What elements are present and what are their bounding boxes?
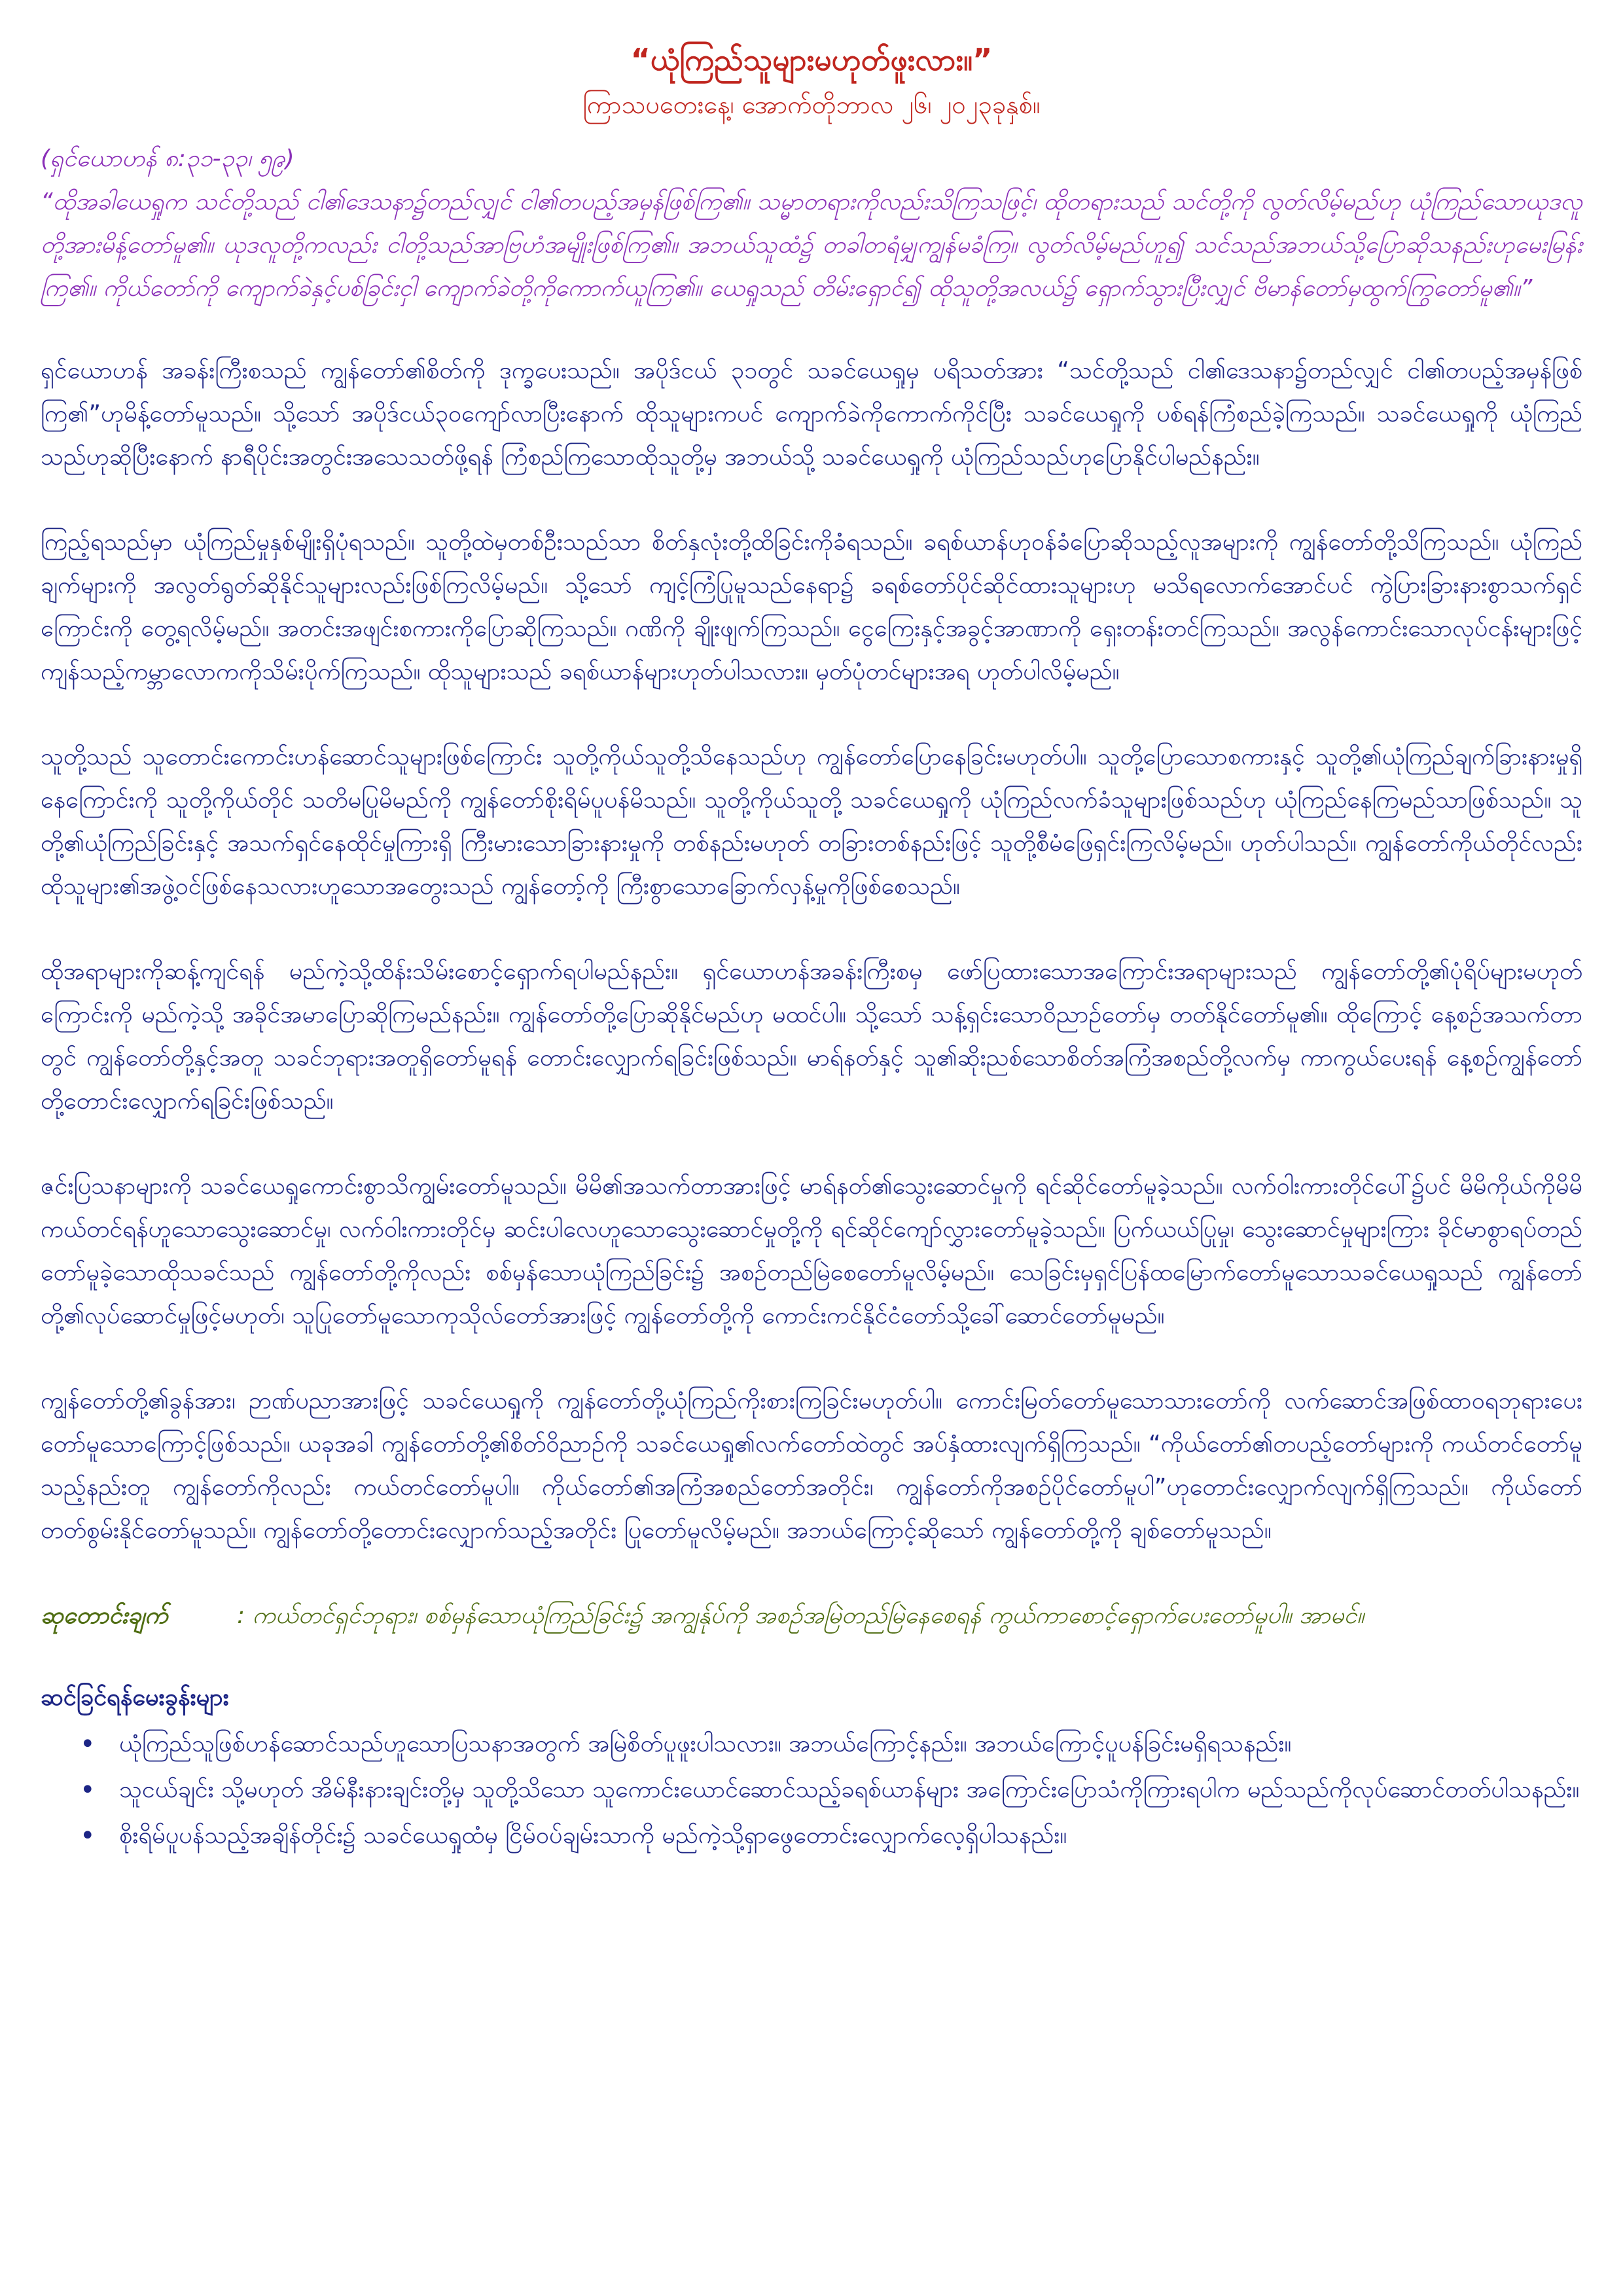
- questions-heading: ဆင်ခြင်ရန်မေးခွန်းများ: [41, 1684, 229, 1711]
- bullet-icon: •: [80, 1775, 96, 1805]
- body-paragraph-1: ရှင်ယောဟန် အခန်းကြီးစသည် ကျွန်တော်၏စိတ်ကို ဒုက္ခပေးသည်။ အပိုဒ်ငယ် ၃၁တွင် သခင်ယေရှုမှ ပရိသတ်အား “သင်တို့သည် ငါ၏ဒေသနာ၌တည်လျှင် ငါ၏တပည့်အမှန်ဖြစ်ကြ၏”ဟုမိန့်တော်မူသည်။ သို့သော် အပိုဒ်ငယ်၃၀ကျော်လာပြီးနောက် ထိုသူများကပင် ကျောက်ခဲကိုကောက်ကိုင်ပြီး သခင်ယေရှုကို ပစ်ရန်ကြံစည်ခဲ့ကြသည်။ သခင်ယေရှုကို ယုံကြည်သည်ဟုဆိုပြီးနောက် နာရီပိုင်းအတွင်းအသေသတ်ဖို့ရန် ကြံစည်ကြသောထိုသူတို့မှ အဘယ်သို့ သခင်ယေရှုကို ယုံကြည်သည်ဟုပြောနိုင်ပါမည်နည်း။: [41, 357, 1582, 471]
- page-title: “ယုံကြည်သူများမဟုတ်ဖူးလား။”: [630, 42, 993, 77]
- list-item: [80, 1768, 1582, 1812]
- scripture-text: “ထိုအခါယေရှုက သင်တို့သည် ငါ၏ဒေသနာ၌တည်လျှင် ငါ၏တပည့်အမှန်ဖြစ်ကြ၏။ သမ္မာတရားကိုလည်းသိကြသဖြင့်၊ ထိုတရားသည် သင်တို့ကို လွတ်လိမ့်မည်ဟု ယုံကြည်သောယုဒလူတို့အားမိန့်တော်မူ၏။ ယုဒလူတို့ကလည်း ငါတို့သည်အာဗြဟံအမျိုးဖြစ်ကြ၏။ အဘယ်သူထံ၌ တခါတရံမျှကျွန်မခံကြ။ လွတ်လိမ့်မည်ဟူ၍ သင်သည်အဘယ်သို့ပြောဆိုသနည်းဟုမေးမြန်းကြ၏။ ကိုယ်တော်ကို ကျောက်ခဲနှင့်ပစ်ခြင်းငှါ ကျောက်ခဲတို့ကိုကောက်ယူကြ၏။ ယေရှုသည် တိမ်းရှောင်၍ ထိုသူတို့အလယ်၌ ရှောက်သွားပြီးလျှင် ဗိမာန်တော်မှထွက်ကြွတော်မူ၏။”: [41, 188, 1582, 302]
- body-paragraph-6: ကျွန်တော်တို့၏ခွန်အား၊ ဉာဏ်ပညာအားဖြင့် သခင်ယေရှုကို ကျွန်တော်တို့ယုံကြည်ကိုးစားကြခြင်းမဟုတ်ပါ။ ကောင်းမြတ်တော်မူသောသားတော်ကို လက်ဆောင်အဖြစ်ထာဝရဘုရားပေးတော်မူသောကြောင့်ဖြစ်သည်။ ယခုအခါ ကျွန်တော်တို့၏စိတ်ဝိညာဉ်ကို သခင်ယေရှု၏လက်တော်ထဲတွင် အပ်နှံထားလျက်ရှိကြသည်။ “ကိုယ်တော်၏တပည့်တော်များကို ကယ်တင်တော်မူသည့်နည်းတူ ကျွန်တော်ကိုလည်း ကယ်တင်တော်မူပါ။ ကိုယ်တော်၏အကြံအစည်တော်အတိုင်း၊ ကျွန်တော်ကိုအစဉ်ပိုင်တော်မူပါ”ဟုတောင်းလျှောက်လျက်ရှိကြသည်။ ကိုယ်တော်တတ်စွမ်းနိုင်တော်မူသည်။ ကျွန်တော်တို့တောင်းလျှောက်သည့်အတိုင်း ပြုတော်မူလိမ့်မည်။ အဘယ်ကြောင့်ဆိုသော် ကျွန်တော်တို့ကို ချစ်တော်မူသည်။: [41, 1388, 1582, 1544]
- list-item: [80, 1723, 1582, 1766]
- question-text: စိုးရိမ်ပူပန်သည့်အချိန်တိုင်း၌ သခင်ယေရှုထံမှ ငြိမ်ဝပ်ချမ်းသာကို မည်ကဲ့သို့ရှာဖွေတောင်းလျှောက်လေ့ရှိပါသနည်း။: [119, 1822, 1067, 1849]
- body-paragraph-4: ထိုအရာများကိုဆန့်ကျင်ရန် မည်ကဲ့သို့ထိန်းသိမ်းစောင့်ရှောက်ရပါမည်နည်း။ ရှင်ယောဟန်အခန်းကြီးစမှ ဖော်ပြထားသောအကြောင်းအရာများသည် ကျွန်တော်တို့၏ပုံရိပ်များမဟုတ်ကြောင်းကို မည်ကဲ့သို့ အခိုင်အမာပြောဆိုကြမည်နည်း။ ကျွန်တော်တို့ပြောဆိုနိုင်မည်ဟု မထင်ပါ။ သို့သော် သန့်ရှင်းသောဝိညာဉ်တော်မှ တတ်နိုင်တော်မူ၏။ ထိုကြောင့် နေ့စဉ်အသက်တာတွင် ကျွန်တော်တို့နှင့်အတူ သခင်ဘုရားအတူရှိတော်မူရန် တောင်းလျှောက်ရခြင်းဖြစ်သည်။ မာရ်နတ်နှင့် သူ၏ဆိုးညစ်သောစိတ်အကြံအစည်တို့လက်မှ ကာကွယ်ပေးရန် နေ့စဉ်ကျွန်တော်တို့တောင်းလျှောက်ရခြင်းဖြစ်သည်။: [41, 958, 1582, 1115]
- body-paragraph-3: သူတို့သည် သူတောင်းကောင်းဟန်ဆောင်သူများဖြစ်ကြောင်း သူတို့ကိုယ်သူတို့သိနေသည်ဟု ကျွန်တော်ပြောနေခြင်းမဟုတ်ပါ။ သူတို့ပြောသောစကားနှင့် သူတို့၏ယုံကြည်ချက်ခြားနားမှုရှိနေကြောင်းကို သူတို့ကိုယ်တိုင် သတိမပြုမိမည်ကို ကျွန်တော်စိုးရိမ်ပူပန်မိသည်။ သူတို့ကိုယ်သူတို့ သခင်ယေရှုကို ယုံကြည်လက်ခံသူများဖြစ်သည်ဟု ယုံကြည်နေကြမည်သာဖြစ်သည်။ သူတို့၏ယုံကြည်ခြင်းနှင့် အသက်ရှင်နေထိုင်မှုကြားရှိ ကြီးမားသောခြားနားမှုကို တစ်နည်းမဟုတ် တခြားတစ်နည်းဖြင့် သူတို့စီမံဖြေရှင်းကြလိမ့်မည်။ ဟုတ်ပါသည်။ ကျွန်တော်ကိုယ်တိုင်လည်း ထိုသူများ၏အဖွဲ့ဝင်ဖြစ်နေသလားဟူသောအတွေးသည် ကျွန်တော့်ကို ကြီးစွာသောခြောက်လှန့်မှုကိုဖြစ်စေသည်။: [41, 744, 1582, 900]
- body-paragraph-5: ဇင်းပြသနာများကို သခင်ယေရှုကောင်းစွာသိကျွမ်းတော်မူသည်။ မိမိ၏အသက်တာအားဖြင့် မာရ်နတ်၏သွေးဆောင်မှုကို ရင်ဆိုင်တော်မူခဲ့သည်။ လက်ဝါးကားတိုင်ပေါ်၌ပင် မိမိကိုယ်ကိုမိမိကယ်တင်ရန်ဟူသောသွေးဆောင်မှု၊ လက်ဝါးကားတိုင်မှ ဆင်းပါလေဟူသောသွေးဆောင်မှုတို့ကို ရင်ဆိုင်ကျော်လွှားတော်မူခဲ့သည်။ ပြက်ယယ်ပြုမှု၊ သွေးဆောင်မှုများကြား ခိုင်မာစွာရပ်တည်တော်မူခဲ့သောထိုသခင်သည် ကျွန်တော်တို့ကိုလည်း စစ်မှန်သောယုံကြည်ခြင်း၌ အစဉ်တည်မြဲစေတော်မူလိမ့်မည်။ သေခြင်းမှရှင်ပြန်ထမြောက်တော်မူသောသခင်ယေရှုသည် ကျွန်တော်တို့၏လုပ်ဆောင်မှုဖြင့်မဟုတ်၊ သူပြုတော်မူသောကုသိုလ်တော်အားဖြင့် ကျွန်တော်တို့ကို ကောင်းကင်နိုင်ငံတော်သို့ခေါ်ဆောင်တော်မူမည်။: [41, 1173, 1582, 1329]
- bullet-icon: •: [80, 1729, 96, 1759]
- question-text: ယုံကြည်သူဖြစ်ဟန်ဆောင်သည်ဟူသောပြသနာအတွက် အမြဲစိတ်ပူဖူးပါသလား။ အဘယ်ကြောင့်နည်း။ အဘယ်ကြောင့်ပူပန်ခြင်းမရှိရသနည်း။: [119, 1731, 1292, 1757]
- questions-list: [41, 1723, 1582, 1857]
- bullet-icon: •: [80, 1821, 96, 1851]
- prayer-label: ဆုတောင်းချက်: [41, 1602, 168, 1629]
- date-line: ကြာသပတေးနေ့၊ အောက်တိုဘာလ ၂၆၊ ၂၀၂၃ခုနှစ်။: [582, 90, 1041, 119]
- list-item: [80, 1814, 1582, 1857]
- prayer-text: : ကယ်တင်ရှင်ဘုရား၊ စစ်မှန်သောယုံကြည်ခြင်း၌ အကျွန်ုပ်ကို အစဉ်အမြဲတည်မြဲနေစေရန် ကွယ်ကာစောင့်ရှောက်ပေးတော်မူပါ။ အာမင်။: [237, 1602, 1364, 1629]
- scripture-block: [41, 137, 1582, 310]
- scripture-reference: (ရှင်ယောဟန် ၈:၃၁-၃၃၊ ၅၉): [41, 145, 294, 172]
- body-paragraph-2: ကြည့်ရသည်မှာ ယုံကြည်မှုနှစ်မျိုးရှိပုံရသည်။ သူတို့ထဲမှတစ်ဦးသည်သာ စိတ်နှလုံးတို့ထိခြင်းကိုခံရသည်။ ခရစ်ယာန်ဟုဝန်ခံပြောဆိုသည့်လူအများကို ကျွန်တော်တို့သိကြသည်။ ယုံကြည်ချက်များကို အလွတ်ရွတ်ဆိုနိုင်သူများလည်းဖြစ်ကြလိမ့်မည်။ သို့သော် ကျင့်ကြံပြုမူသည်နေရာ၌ ခရစ်တော်ပိုင်ဆိုင်ထားသူများဟု မသိရလောက်အောင်ပင် ကွဲပြားခြားနားစွာသက်ရှင်ကြောင်းကို တွေ့ရလိမ့်မည်။ အတင်းအဖျင်းစကားကိုပြောဆိုကြသည်။ ဂဏိကို ချိုးဖျက်ကြသည်။ ငွေကြေးနှင့်အခွင့်အာဏာကို ရှေးတန်းတင်ကြသည်။ အလွန်ကောင်းသောလုပ်ငန်းများဖြင့် ကျန်သည့်ကမ္ဘာလောကကိုသိမ်းပိုက်ကြသည်။ ထိုသူများသည် ခရစ်ယာန်များဟုတ်ပါသလား။ မှတ်ပုံတင်များအရ ဟုတ်ပါလိမ့်မည်။: [41, 529, 1582, 685]
- question-text: သူငယ်ချင်း သို့မဟုတ် အိမ်နီးနားချင်းတို့မှ သူတို့သိသော သူကောင်းယောင်ဆောင်သည့်ခရစ်ယာန်များ အကြောင်းပြောသံကိုကြားရပါက မည်သည်ကိုလုပ်ဆောင်တတ်ပါသနည်း။: [119, 1776, 1580, 1803]
- prayer-block: [41, 1594, 1582, 1638]
